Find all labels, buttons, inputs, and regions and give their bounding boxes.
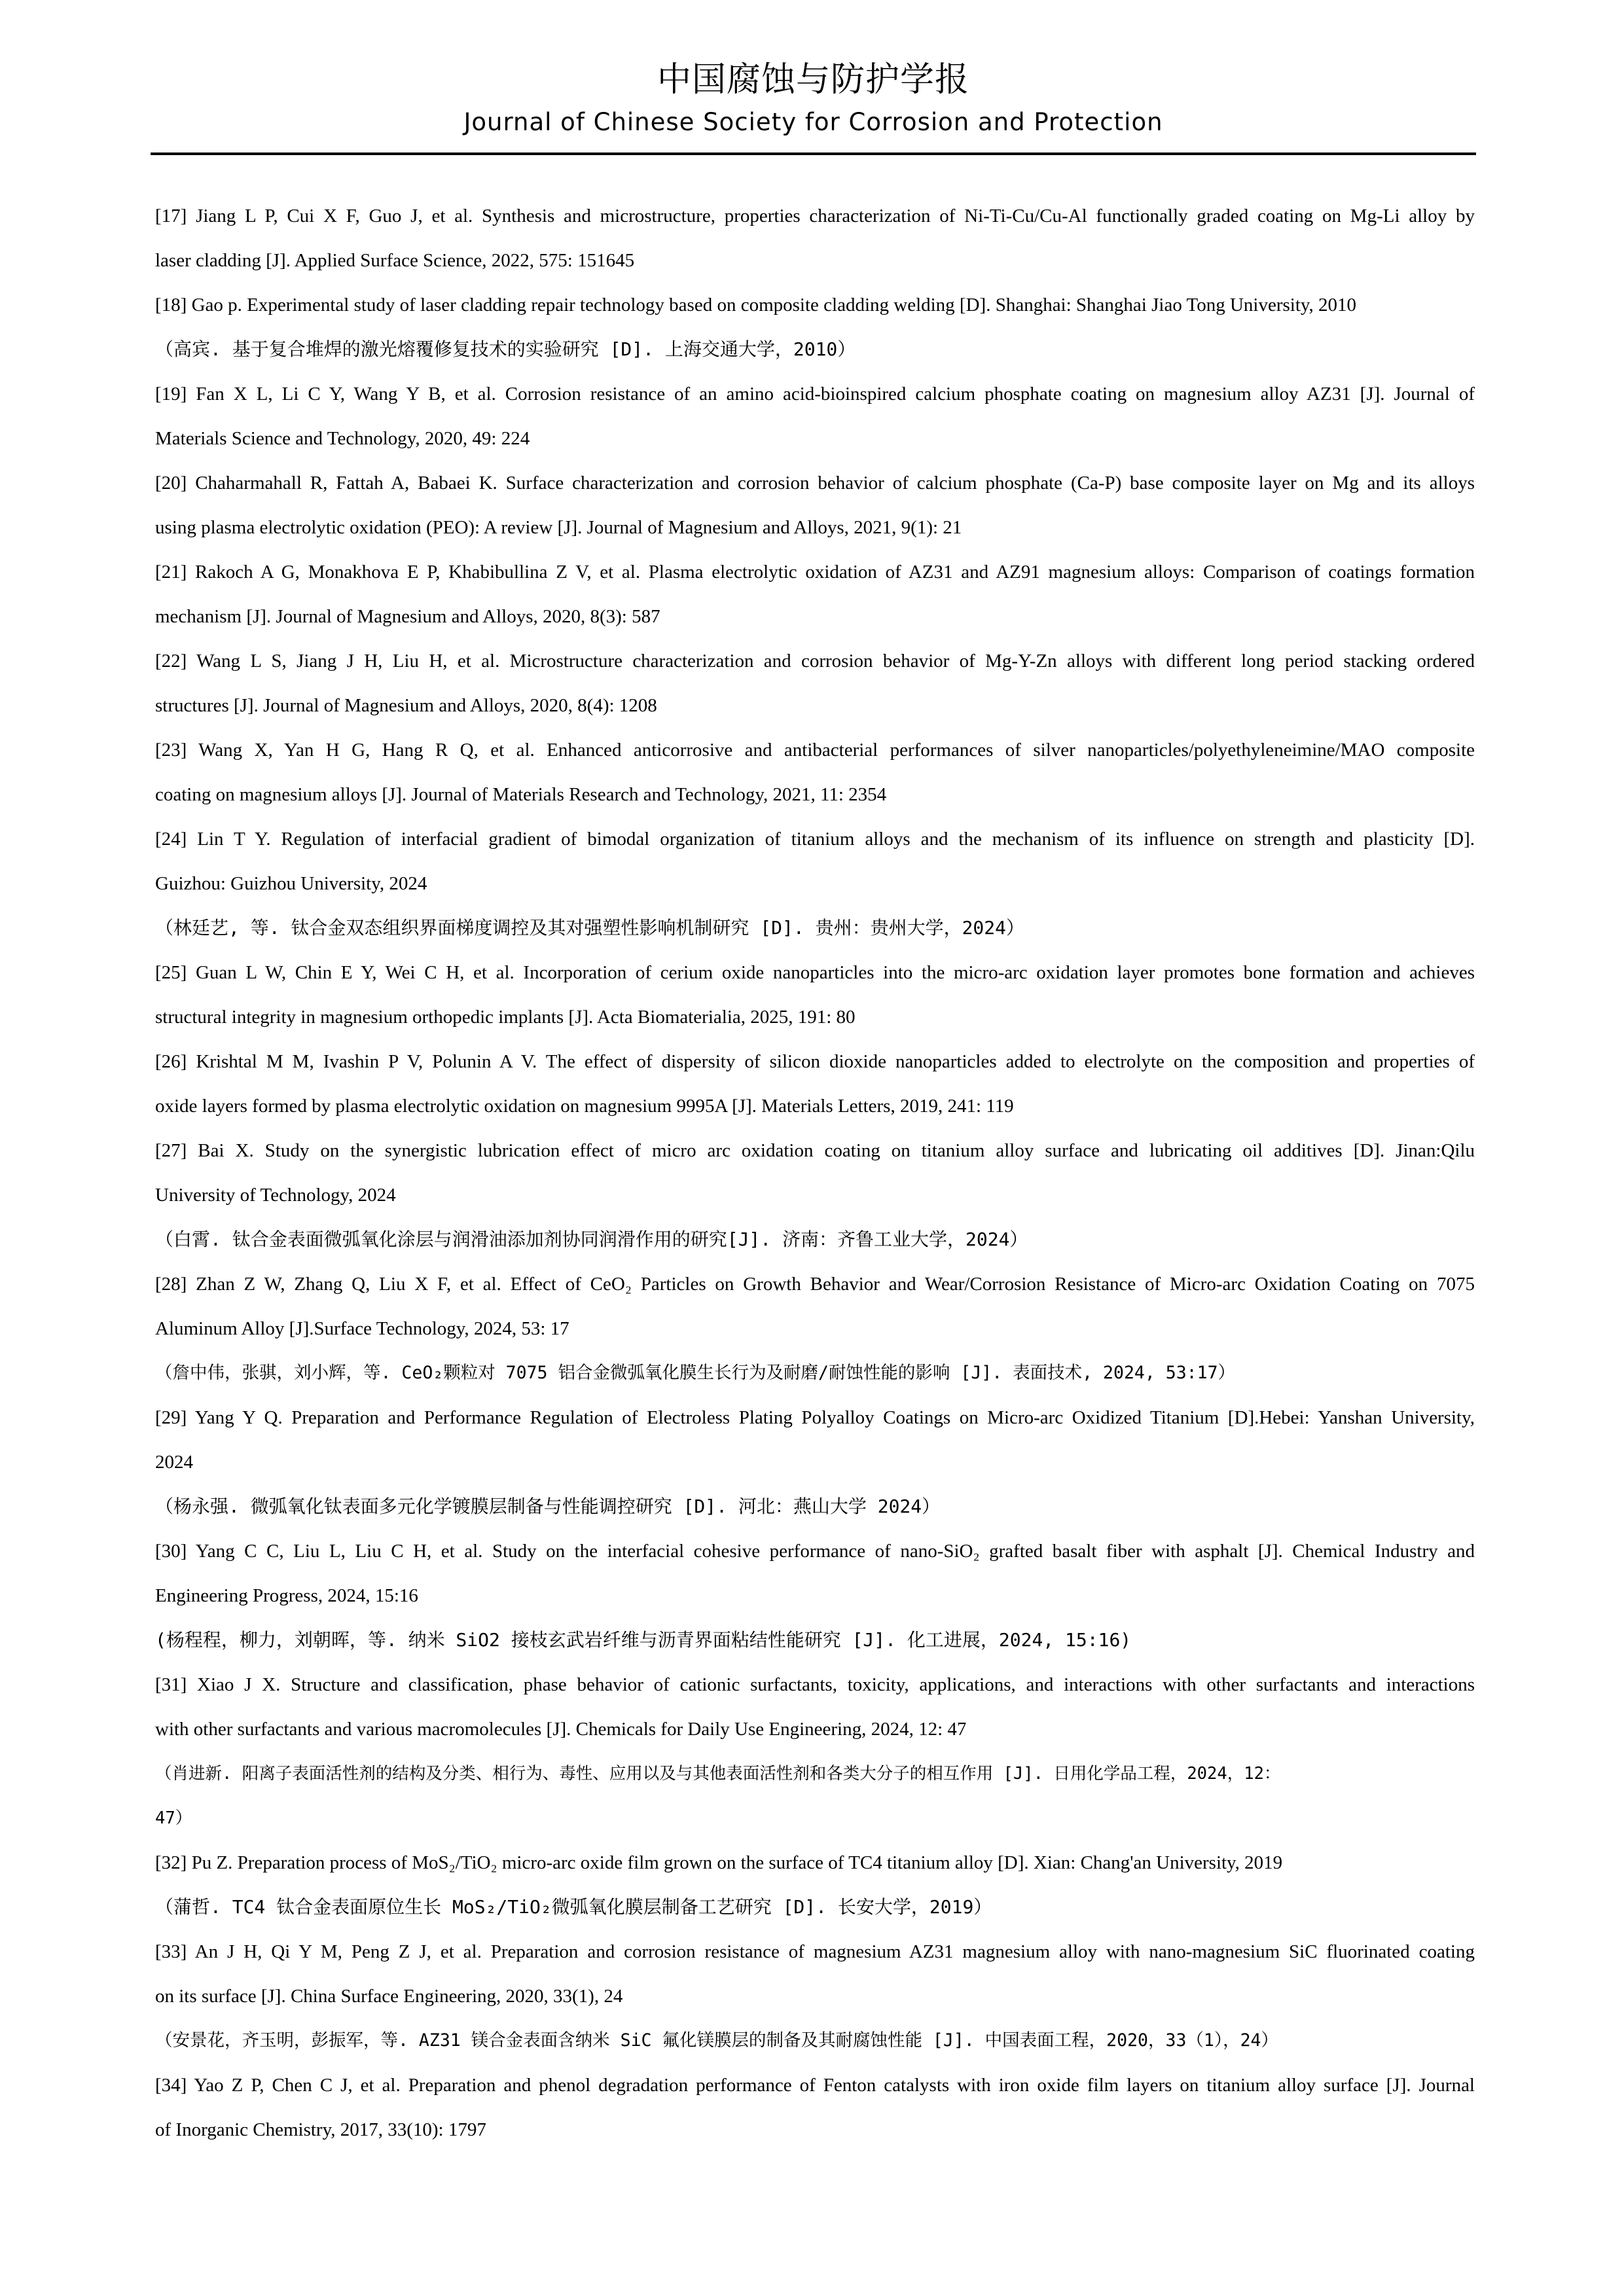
reference-26 xyxy=(155,1039,1475,1128)
reference-line: [30] Yang C C, Liu L, Liu C H, et al. Study on the interfacial cohesive performance of nano-SiO₂ grafted basalt fiber with asphalt [J]. Chemical Industry and xyxy=(155,1541,1475,1562)
reference-translation-cn: （杨永强. 微弧氧化钛表面多元化学镀膜层制备与性能调控研究 [D]. 河北：燕山大学 2024） xyxy=(155,1496,941,1517)
reference-31 xyxy=(155,1662,1475,1840)
reference-line: [33] An J H, Qi Y M, Peng Z J, et al. Preparation and corrosion resistance of magnesium AZ31 magnesium alloy with nano-magnesium SiC fluorinated coating xyxy=(155,1941,1475,1962)
reference-translation-cn: （林廷艺, 等. 钛合金双态组织界面梯度调控及其对强塑性影响机制研究 [D]. 贵州：贵州大学，2024） xyxy=(155,917,1025,939)
reference-32 xyxy=(155,1840,1475,1929)
reference-25 xyxy=(155,950,1475,1039)
reference-line: Guizhou: Guizhou University, 2024 xyxy=(155,873,427,894)
reference-line: [27] Bai X. Study on the synergistic lubrication effect of micro arc oxidation coating on titanium alloy surface and lubricating oil additives [D]. Jinan:Qilu xyxy=(155,1140,1475,1161)
reference-translation-cn: 47） xyxy=(155,1808,192,1828)
reference-translation-cn: （蒲哲. TC4 钛合金表面原位生长 MoS₂/TiO₂微弧氧化膜层制备工艺研究 [D]. 长安大学，2019） xyxy=(155,1896,992,1918)
reference-line: [34] Yao Z P, Chen C J, et al. Preparation and phenol degradation performance of Fenton catalysts with iron oxide film layers on titanium alloy surface [J]. Journal xyxy=(155,2075,1475,2096)
reference-line: [28] Zhan Z W, Zhang Q, Liu X F, et al. Effect of CeO₂ Particles on Growth Behavior and Wear/Corrosion Resistance of Micro-arc Oxidation Coating on 7075 xyxy=(155,1274,1475,1295)
reference-line: [21] Rakoch A G, Monakhova E P, Khabibullina Z V, et al. Plasma electrolytic oxidation of AZ31 and AZ91 magnesium alloys: Comparison of coatings formation xyxy=(155,562,1475,583)
reference-translation-cn: (杨程程，柳力，刘朝晖，等. 纳米 SiO2 接枝玄武岩纤维与沥青界面粘结性能研究 [J]. 化工进展，2024, 15:16) xyxy=(155,1629,1132,1651)
reference-line: laser cladding [J]. Applied Surface Science, 2022, 575: 151645 xyxy=(155,250,635,271)
reference-line: of Inorganic Chemistry, 2017, 33(10): 1797 xyxy=(155,2119,486,2140)
reference-line: oxide layers formed by plasma electrolytic oxidation on magnesium 9995A [J]. Materials Letters, 2019, 241: 119 xyxy=(155,1096,1014,1117)
reference-line: mechanism [J]. Journal of Magnesium and Alloys, 2020, 8(3): 587 xyxy=(155,606,660,627)
reference-translation-cn: （高宾. 基于复合堆焊的激光熔覆修复技术的实验研究 [D]. 上海交通大学，2010） xyxy=(155,338,856,360)
reference-23 xyxy=(155,728,1475,817)
reference-18 xyxy=(155,283,1475,372)
journal-title-cn: 中国腐蚀与防护学报 xyxy=(657,60,969,99)
reference-line: [23] Wang X, Yan H G, Hang R Q, et al. Enhanced anticorrosive and antibacterial performances of silver nanoparticles/polyethyleneimine/MAO composite xyxy=(155,740,1475,761)
reference-34 xyxy=(155,2063,1475,2152)
reference-line: structures [J]. Journal of Magnesium and Alloys, 2020, 8(4): 1208 xyxy=(155,695,657,716)
reference-line: [18] Gao p. Experimental study of laser cladding repair technology based on composite cladding welding [D]. Shanghai: Shanghai Jiao Tong University, 2010 xyxy=(155,295,1357,315)
reference-line: coating on magnesium alloys [J]. Journal of Materials Research and Technology, 2021, 11: 2354 xyxy=(155,784,887,805)
reference-line: [31] Xiao J X. Structure and classification, phase behavior of cationic surfactants, toxicity, applications, and interactions with other surfactants and interactions xyxy=(155,1674,1475,1695)
reference-33 xyxy=(155,1929,1475,2063)
reference-30 xyxy=(155,1529,1475,1662)
reference-line: [24] Lin T Y. Regulation of interfacial gradient of bimodal organization of titanium alloys and the mechanism of its influence on strength and plasticity [D]. xyxy=(155,829,1475,850)
reference-line: [26] Krishtal M M, Ivashin P V, Polunin A V. The effect of dispersity of silicon dioxide nanoparticles added to electrolyte on the composition and properties of xyxy=(155,1051,1475,1072)
reference-24 xyxy=(155,817,1475,950)
reference-translation-cn: （肖进新. 阳离子表面活性剂的结构及分类、相行为、毒性、应用以及与其他表面活性剂和各类大分子的相互作用 [J]. 日用化学品工程，2024，12： xyxy=(155,1764,1281,1784)
reference-translation-cn: （詹中伟，张骐，刘小辉，等. CeO₂颗粒对 7075 铝合金微弧氧化膜生长行为及耐磨/耐蚀性能的影响 [J]. 表面技术, 2024, 53:17） xyxy=(155,1363,1236,1383)
reference-line: University of Technology, 2024 xyxy=(155,1185,396,1206)
reference-29 xyxy=(155,1395,1475,1529)
reference-line: Aluminum Alloy [J].Surface Technology, 2024, 53: 17 xyxy=(155,1318,569,1339)
reference-line: structural integrity in magnesium orthopedic implants [J]. Acta Biomaterialia, 2025, 191: 80 xyxy=(155,1007,856,1028)
reference-line: [29] Yang Y Q. Preparation and Performance Regulation of Electroless Plating Polyalloy Coatings on Micro-arc Oxidized Titanium [D].Hebei: Yanshan University, xyxy=(155,1407,1475,1428)
reference-line: [22] Wang L S, Jiang J H, Liu H, et al. Microstructure characterization and corrosion behavior of Mg-Y-Zn alloys with different long period stacking ordered xyxy=(155,651,1475,672)
reference-19 xyxy=(155,372,1475,461)
reference-line: [25] Guan L W, Chin E Y, Wei C H, et al. Incorporation of cerium oxide nanoparticles into the micro-arc oxidation layer promotes bone formation and achieves xyxy=(155,962,1475,983)
reference-line: on its surface [J]. China Surface Engineering, 2020, 33(1), 24 xyxy=(155,1986,623,2007)
reference-22 xyxy=(155,639,1475,728)
reference-line: Materials Science and Technology, 2020, 49: 224 xyxy=(155,428,530,449)
reference-line: [32] Pu Z. Preparation process of MoS₂/TiO₂ micro-arc oxide film grown on the surface of TC4 titanium alloy [D]. Xian: Chang'an University, 2019 xyxy=(155,1852,1283,1873)
journal-header xyxy=(151,58,1476,139)
reference-27 xyxy=(155,1128,1475,1262)
reference-list xyxy=(155,194,1475,2152)
header-rule xyxy=(151,152,1476,155)
reference-translation-cn: （白霄. 钛合金表面微弧氧化涂层与润滑油添加剂协同润滑作用的研究[J]. 济南：齐鲁工业大学，2024） xyxy=(155,1229,1028,1250)
reference-line: [19] Fan X L, Li C Y, Wang Y B, et al. Corrosion resistance of an amino acid-bioinspired calcium phosphate coating on magnesium alloy AZ31 [J]. Journal of xyxy=(155,384,1475,404)
reference-line: using plasma electrolytic oxidation (PEO): A review [J]. Journal of Magnesium and Alloys, 2021, 9(1): 21 xyxy=(155,517,962,538)
reference-20 xyxy=(155,461,1475,550)
journal-title-en: Journal of Chinese Society for Corrosion and Protection xyxy=(463,108,1163,136)
reference-line: 2024 xyxy=(155,1452,193,1473)
reference-line: with other surfactants and various macromolecules [J]. Chemicals for Daily Use Engineering, 2024, 12: 47 xyxy=(155,1719,967,1740)
reference-line: Engineering Progress, 2024, 15:16 xyxy=(155,1585,418,1606)
reference-21 xyxy=(155,550,1475,639)
reference-17 xyxy=(155,194,1475,283)
reference-28 xyxy=(155,1262,1475,1395)
reference-line: [17] Jiang L P, Cui X F, Guo J, et al. Synthesis and microstructure, properties characterization of Ni-Ti-Cu/Cu-Al functionally graded coating on Mg-Li alloy by xyxy=(155,206,1475,226)
reference-line: [20] Chaharmahall R, Fattah A, Babaei K. Surface characterization and corrosion behavior of calcium phosphate (Ca-P) base composite layer on Mg and its alloys xyxy=(155,473,1475,493)
reference-translation-cn: （安景花，齐玉明，彭振军，等. AZ31 镁合金表面含纳米 SiC 氟化镁膜层的制备及其耐腐蚀性能 [J]. 中国表面工程，2020，33（1），24） xyxy=(155,2030,1279,2051)
